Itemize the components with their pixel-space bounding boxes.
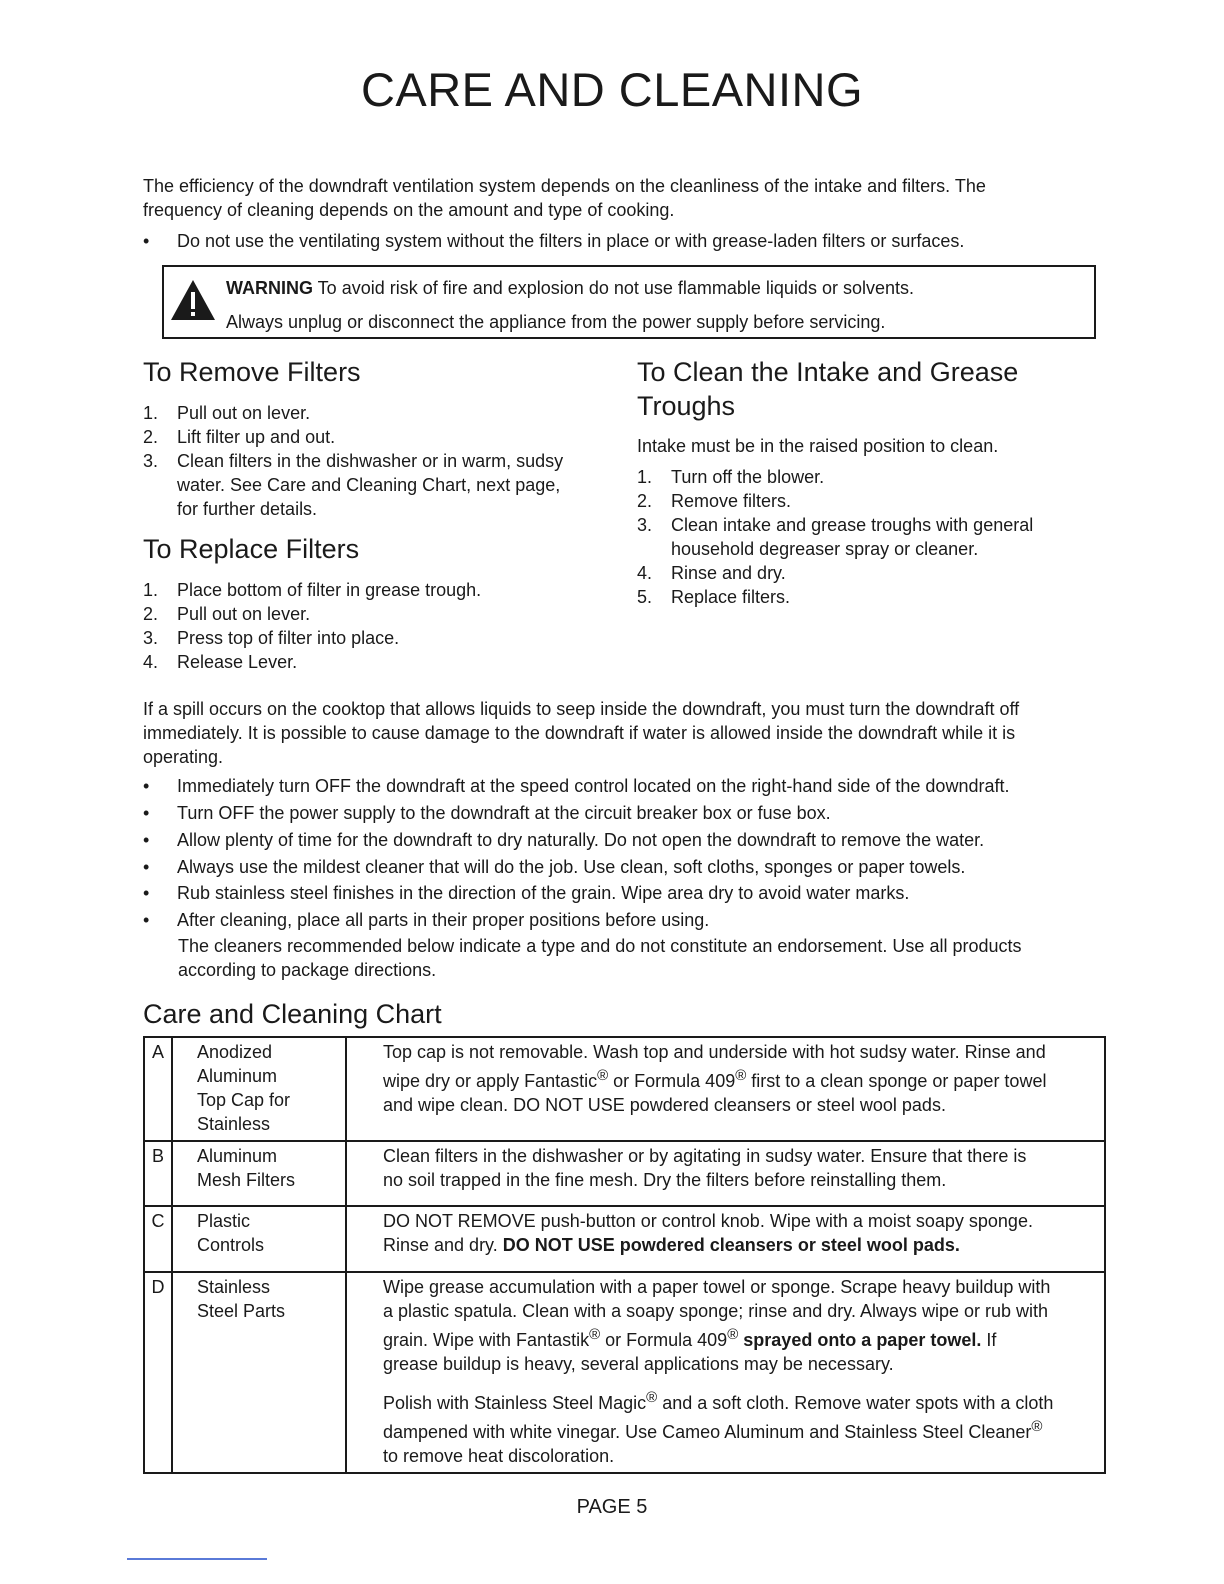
- clean-intake-heading-line-1: To Clean the Intake and Grease: [637, 357, 1019, 387]
- bullet-icon: •: [143, 776, 150, 796]
- step-number: 4.: [143, 652, 159, 672]
- spill-paragraph-line-3: operating.: [143, 747, 224, 767]
- cleaners-note-line-2: according to package directions.: [178, 960, 437, 980]
- page-number: PAGE 5: [576, 1496, 648, 1518]
- material-line: Aluminum: [197, 1146, 278, 1166]
- step-text-line: Replace filters.: [671, 587, 791, 607]
- step-item: [143, 578, 613, 602]
- step-item: [143, 602, 613, 626]
- warning-box: [162, 265, 1096, 339]
- step-item: [637, 513, 1097, 561]
- step-number: 3.: [143, 451, 159, 471]
- material-line: Steel Parts: [197, 1301, 286, 1321]
- chart-row-letter: B: [144, 1141, 172, 1206]
- clean-intake-heading-line-2: Troughs: [637, 391, 736, 421]
- bullet-icon: •: [143, 231, 150, 251]
- step-text-line: Pull out on lever.: [177, 403, 311, 423]
- step-item: [143, 425, 613, 449]
- step-text-line: Place bottom of filter in grease trough.: [177, 580, 482, 600]
- material-line: Mesh Filters: [197, 1170, 296, 1190]
- chart-row: [144, 1037, 1105, 1141]
- chart-row: [144, 1206, 1105, 1272]
- step-item: [637, 465, 1097, 489]
- chart-row-letter: C: [144, 1206, 172, 1272]
- bullet-icon: •: [143, 883, 150, 903]
- care-and-cleaning-chart: [143, 1036, 1106, 1474]
- step-text-line: for further details.: [177, 499, 318, 519]
- step-number: 2.: [143, 604, 159, 624]
- chart-row-material: [172, 1206, 346, 1272]
- step-number: 3.: [637, 515, 653, 535]
- chart-row-instructions: Top cap is not removable. Wash top and underside with hot sudsy water. Rinse and wipe dry or apply Fantastic® or Formula 409® first to a clean sponge or paper towel and wipe clean. DO NOT USE powdered cleansers or steel wool pads.: [346, 1037, 1105, 1141]
- chart-row: [144, 1141, 1105, 1206]
- clean-intake-steps: [637, 465, 1097, 609]
- step-text-line: Clean intake and grease troughs with general: [671, 515, 1034, 535]
- step-item: [637, 585, 1097, 609]
- intro-paragraph-line-2: frequency of cleaning depends on the amount and type of cooking.: [143, 200, 675, 220]
- replace-filters-steps: [143, 578, 613, 674]
- step-item: [143, 401, 613, 425]
- remove-filters-heading: To Remove Filters: [143, 357, 361, 387]
- material-line: Plastic: [197, 1211, 251, 1231]
- step-item: [143, 449, 613, 521]
- material-line: Aluminum: [197, 1066, 278, 1086]
- material-line: Stainless: [197, 1277, 271, 1297]
- chart-row: [144, 1272, 1105, 1473]
- spill-paragraph-line-2: immediately. It is possible to cause damage to the downdraft if water is allowed inside the downdraft while it is: [143, 723, 1016, 743]
- chart-row-instructions: Wipe grease accumulation with a paper towel or sponge. Scrape heavy buildup with a plastic spatula. Clean with a soapy sponge; rinse and dry. Always wipe or rub with grain. Wipe with Fantastik® or Formula 409® sprayed onto a paper towel. If grease buildup is heavy, several applications may be necessary. Polish with Stainless Steel Magic® and a soft cloth. Remove water spots with a cloth dampened with white vinegar. Use Cameo Aluminum and Stainless Steel Cleaner® to remove heat discoloration.: [346, 1272, 1105, 1473]
- material-line: Stainless: [197, 1114, 271, 1134]
- step-text-line: water. See Care and Cleaning Chart, next page,: [177, 475, 561, 495]
- chart-heading: Care and Cleaning Chart: [143, 999, 442, 1029]
- chart-row-material: [172, 1141, 346, 1206]
- material-line: Top Cap for: [197, 1090, 291, 1110]
- chart-row-instructions: Clean filters in the dishwasher or by agitating in sudsy water. Ensure that there is no soil trapped in the fine mesh. Dry the filters before reinstalling them.: [346, 1141, 1105, 1206]
- replace-filters-heading: To Replace Filters: [143, 534, 360, 564]
- step-number: 4.: [637, 563, 653, 583]
- material-line: Anodized: [197, 1042, 273, 1062]
- step-item: [143, 650, 613, 674]
- clean-intake-note: Intake must be in the raised position to clean.: [637, 436, 999, 456]
- footer-divider: [127, 1558, 267, 1560]
- step-text-line: Lift filter up and out.: [177, 427, 336, 447]
- step-text-line: Press top of filter into place.: [177, 628, 400, 648]
- chart-row-material: [172, 1272, 346, 1473]
- step-text-line: Turn off the blower.: [671, 467, 825, 487]
- step-item: [637, 489, 1097, 513]
- warning-line-2: Always unplug or disconnect the appliance from the power supply before servicing.: [226, 312, 886, 332]
- step-item: [143, 626, 613, 650]
- step-text-line: Rinse and dry.: [671, 563, 786, 583]
- warning-label: WARNING: [226, 278, 313, 298]
- cleaners-note-line-1: The cleaners recommended below indicate a type and do not constitute an endorsement. Use all products: [178, 936, 1022, 956]
- bullet-icon: •: [143, 857, 150, 877]
- step-number: 1.: [143, 403, 159, 423]
- chart-row-letter: D: [144, 1272, 172, 1473]
- step-text-line: Pull out on lever.: [177, 604, 311, 624]
- remove-filters-steps: [143, 401, 613, 521]
- step-number: 5.: [637, 587, 653, 607]
- chart-row-material: [172, 1037, 346, 1141]
- bullet-icon: •: [143, 803, 150, 823]
- step-text-line: Clean filters in the dishwasher or in warm, sudsy: [177, 451, 564, 471]
- spill-paragraph-line-1: If a spill occurs on the cooktop that allows liquids to seep inside the downdraft, you must turn the downdraft off: [143, 699, 1020, 719]
- intro-paragraph-line-1: The efficiency of the downdraft ventilation system depends on the cleanliness of the intake and filters. The: [143, 176, 986, 196]
- step-text-line: Release Lever.: [177, 652, 298, 672]
- step-number: 3.: [143, 628, 159, 648]
- step-text-line: Remove filters.: [671, 491, 792, 511]
- bullet-icon: •: [143, 910, 150, 930]
- page-title: CARE AND CLEANING: [360, 63, 864, 116]
- bullet-icon: •: [143, 830, 150, 850]
- step-number: 1.: [637, 467, 653, 487]
- step-number: 2.: [143, 427, 159, 447]
- chart-row-letter: A: [144, 1037, 172, 1141]
- step-item: [637, 561, 1097, 585]
- chart-row-instructions: DO NOT REMOVE push-button or control knob. Wipe with a moist soapy sponge. Rinse and dry. DO NOT USE powdered cleansers or steel wool pads.: [346, 1206, 1105, 1272]
- step-text-line: household degreaser spray or cleaner.: [671, 539, 979, 559]
- step-number: 2.: [637, 491, 653, 511]
- warning-triangle-icon: [170, 279, 216, 321]
- warning-line-1: WARNING To avoid risk of fire and explosion do not use flammable liquids or solvents.: [226, 278, 914, 298]
- step-number: 1.: [143, 580, 159, 600]
- material-line: Controls: [197, 1235, 265, 1255]
